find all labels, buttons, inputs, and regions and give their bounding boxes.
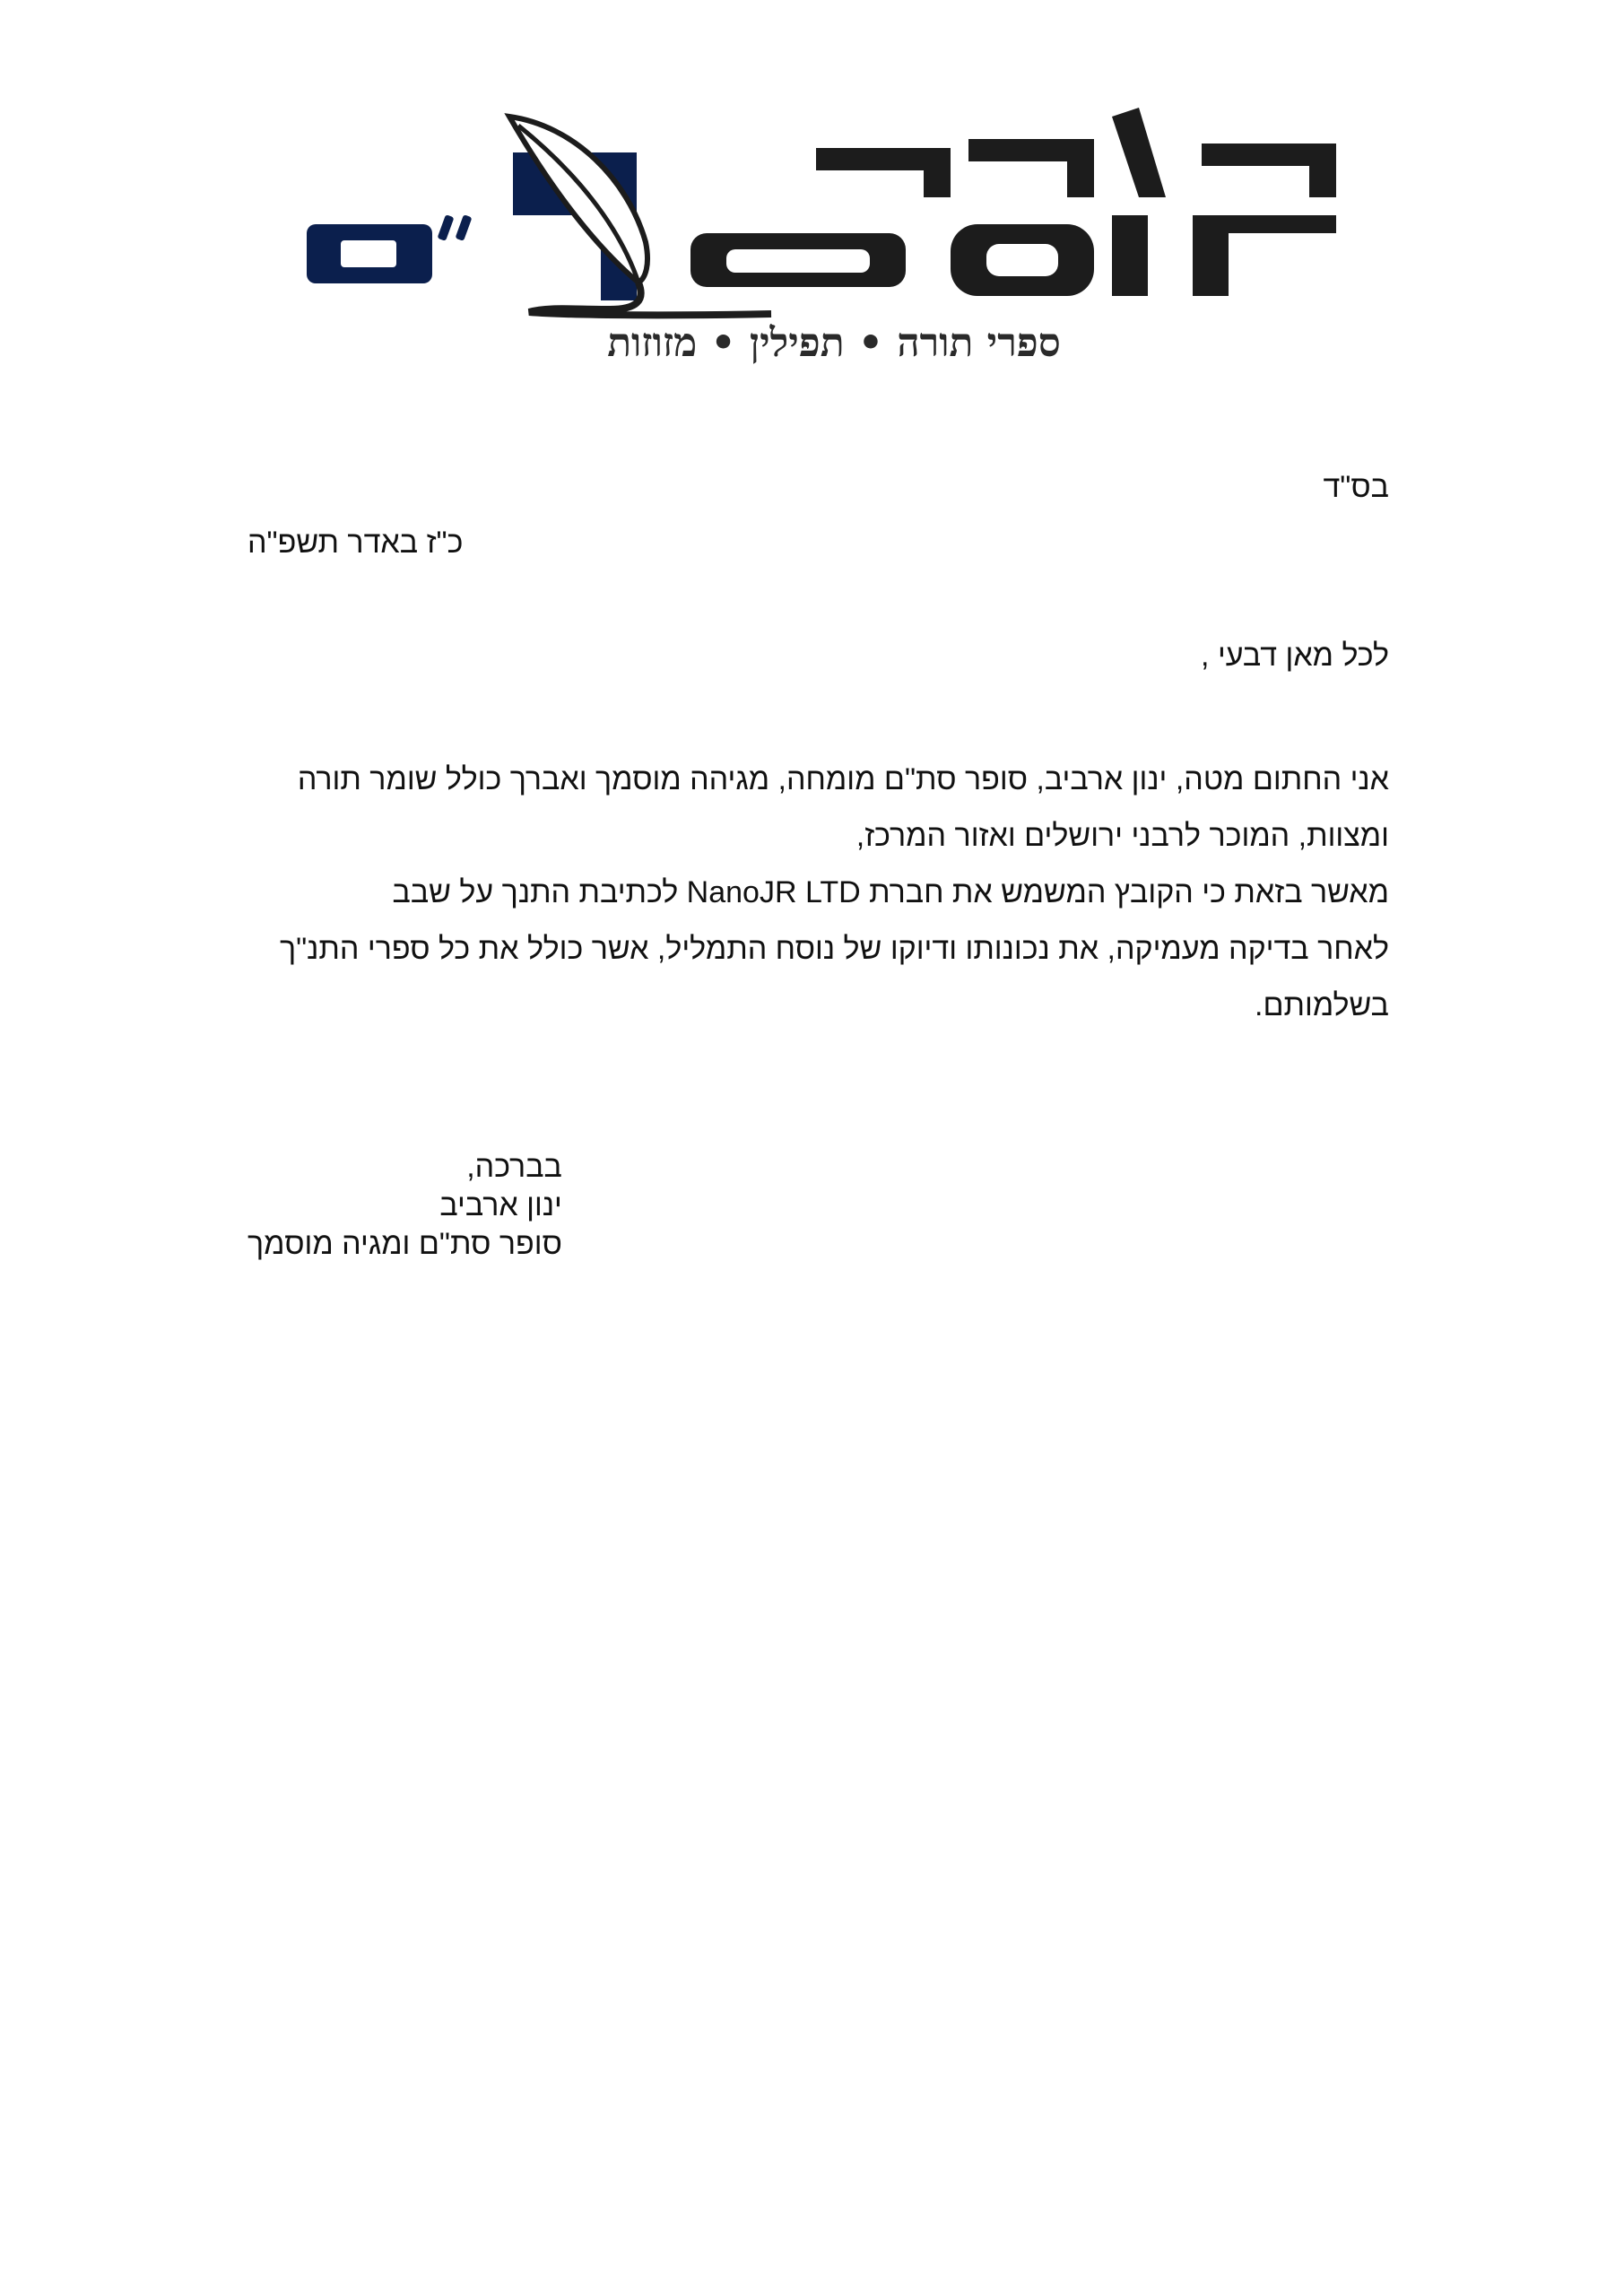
body-line: אני החתום מטה, ינון ארביב, סופר סת"ם מומחה, מגיהה מוסמך ואברך כולל שומר תורה <box>297 762 1389 796</box>
body-text: לכתיבת התנך על שבב <box>392 875 679 909</box>
body-line: לאחר בדיקה מעמיקה, את נכונותו ודיוקו של נוסח התמליל, אשר כולל את כל ספרי התנ"ך <box>279 932 1389 966</box>
body-line: ומצוות, המוכר לרבני ירושלים ואזור המרכז, <box>855 819 1389 853</box>
logo-letter-lamed <box>1112 108 1166 197</box>
signer-title: סופר סת"ם ומגיה מוסמך <box>248 1227 562 1261</box>
logo-gershayim-2 <box>456 214 473 241</box>
logo-letter-vav <box>1112 215 1148 296</box>
letter-greeting: לכל מאן דבעי , <box>1201 639 1389 673</box>
company-logo <box>305 99 1363 368</box>
signature-block <box>248 1148 562 1264</box>
logo-letter-samekh-inner <box>986 244 1058 276</box>
logo-letter-final-mem-inner <box>726 249 870 273</box>
body-line-with-company <box>232 865 1389 921</box>
closing-text: בברכה, <box>466 1150 562 1184</box>
body-line: בשלמותם. <box>1255 988 1389 1022</box>
logo-letter-alef <box>968 139 1094 197</box>
body-text: מאשר בזאת כי הקובץ המשמש את חברת <box>869 875 1389 909</box>
logo-gershayim-1 <box>438 214 455 241</box>
logo-navy-mark-inner <box>341 240 396 267</box>
logo-letter-mem <box>1202 144 1336 197</box>
letter-date: כ"ז באדר תשפ"ה <box>248 526 464 560</box>
company-name: NanoJR LTD <box>686 875 861 909</box>
logo-letter-kaf <box>816 148 951 197</box>
basad-header: בס"ד <box>1323 470 1389 504</box>
letter-body <box>232 752 1389 1034</box>
logo-tagline: ספרי תורה • תפילין • מזוזות <box>607 320 1061 366</box>
signer-name: ינון ארביב <box>439 1188 562 1222</box>
logo-letter-dalet <box>1193 215 1336 296</box>
logo-graphic <box>305 99 1363 368</box>
